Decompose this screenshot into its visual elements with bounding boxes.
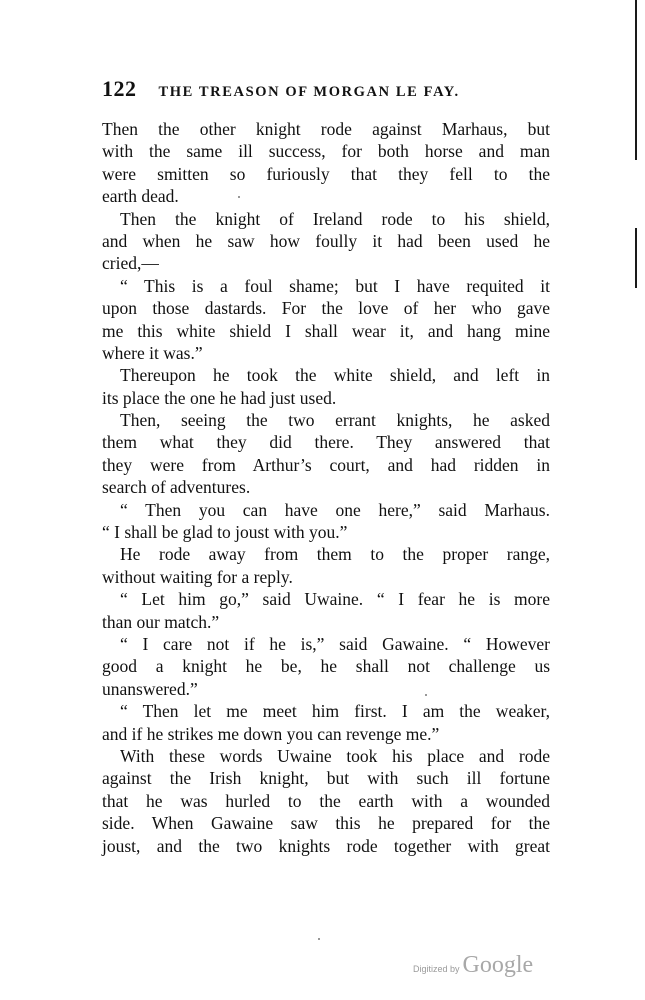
text-line: its place the one he had just used. <box>102 387 337 408</box>
page-number: 122 <box>102 76 137 101</box>
running-title: THE TREASON OF MORGAN LE FAY. <box>158 84 460 100</box>
text-line: Thereupon he took the white shield, and left in <box>120 365 550 386</box>
text-line: they were from Arthur’s court, and had ridden in <box>102 454 550 475</box>
google-logo: Google <box>462 952 534 978</box>
scan-speck <box>425 694 427 696</box>
text-line: “ I care not if he is,” said Gawaine. “ However <box>120 633 550 654</box>
text-line: without waiting for a reply. <box>102 566 293 587</box>
text-line: “ Then let me meet him first. I am the weaker, <box>120 701 550 722</box>
text-line: joust, and the two knights rode together with great <box>102 835 550 856</box>
body-text <box>102 118 550 857</box>
text-line: were smitten so furiously that they fell to the <box>102 163 550 184</box>
text-line: unanswered.” <box>102 678 198 699</box>
scan-edge-mark <box>635 228 637 288</box>
text-line: where it was.” <box>102 342 203 363</box>
page-header <box>102 76 550 100</box>
text-line: Then, seeing the two errant knights, he asked <box>120 410 550 431</box>
text-line: than our match.” <box>102 611 220 632</box>
digitized-by-google-watermark <box>413 952 533 979</box>
digitized-label: Digitized by <box>413 964 460 974</box>
text-line: and when he saw how foully it had been used he <box>102 230 550 251</box>
text-line: “ Then you can have one here,” said Marhaus. <box>120 499 550 520</box>
text-line: earth dead. <box>102 186 179 207</box>
text-line: upon those dastards. For the love of her who gave <box>102 298 550 319</box>
scan-speck <box>318 938 320 940</box>
text-line: “ Let him go,” said Uwaine. “ I fear he is more <box>120 589 550 610</box>
text-line: “ I shall be glad to joust with you.” <box>102 522 348 543</box>
text-line: search of adventures. <box>102 477 251 498</box>
text-line: cried,— <box>102 253 159 274</box>
text-line: them what they did there. They answered that <box>102 432 550 453</box>
text-line: Then the other knight rode against Marhaus, but <box>102 119 550 139</box>
text-line: side. When Gawaine saw this he prepared for the <box>102 813 550 834</box>
text-line: With these words Uwaine took his place and rode <box>120 745 550 766</box>
text-line: good a knight he be, he shall not challenge us <box>102 656 550 677</box>
text-line: that he was hurled to the earth with a wounded <box>102 790 550 811</box>
text-line: me this white shield I shall wear it, and hang mine <box>102 320 550 341</box>
text-line: “ This is a foul shame; but I have requited it <box>120 275 550 296</box>
scan-edge-mark <box>635 0 637 160</box>
text-line: with the same ill success, for both horse and man <box>102 141 550 162</box>
text-line: Then the knight of Ireland rode to his shield, <box>120 208 550 229</box>
text-line: and if he strikes me down you can revenge me.” <box>102 723 440 744</box>
scan-speck <box>238 196 240 198</box>
text-line: against the Irish knight, but with such ill fortune <box>102 768 550 789</box>
text-line: He rode away from them to the proper range, <box>120 544 550 565</box>
